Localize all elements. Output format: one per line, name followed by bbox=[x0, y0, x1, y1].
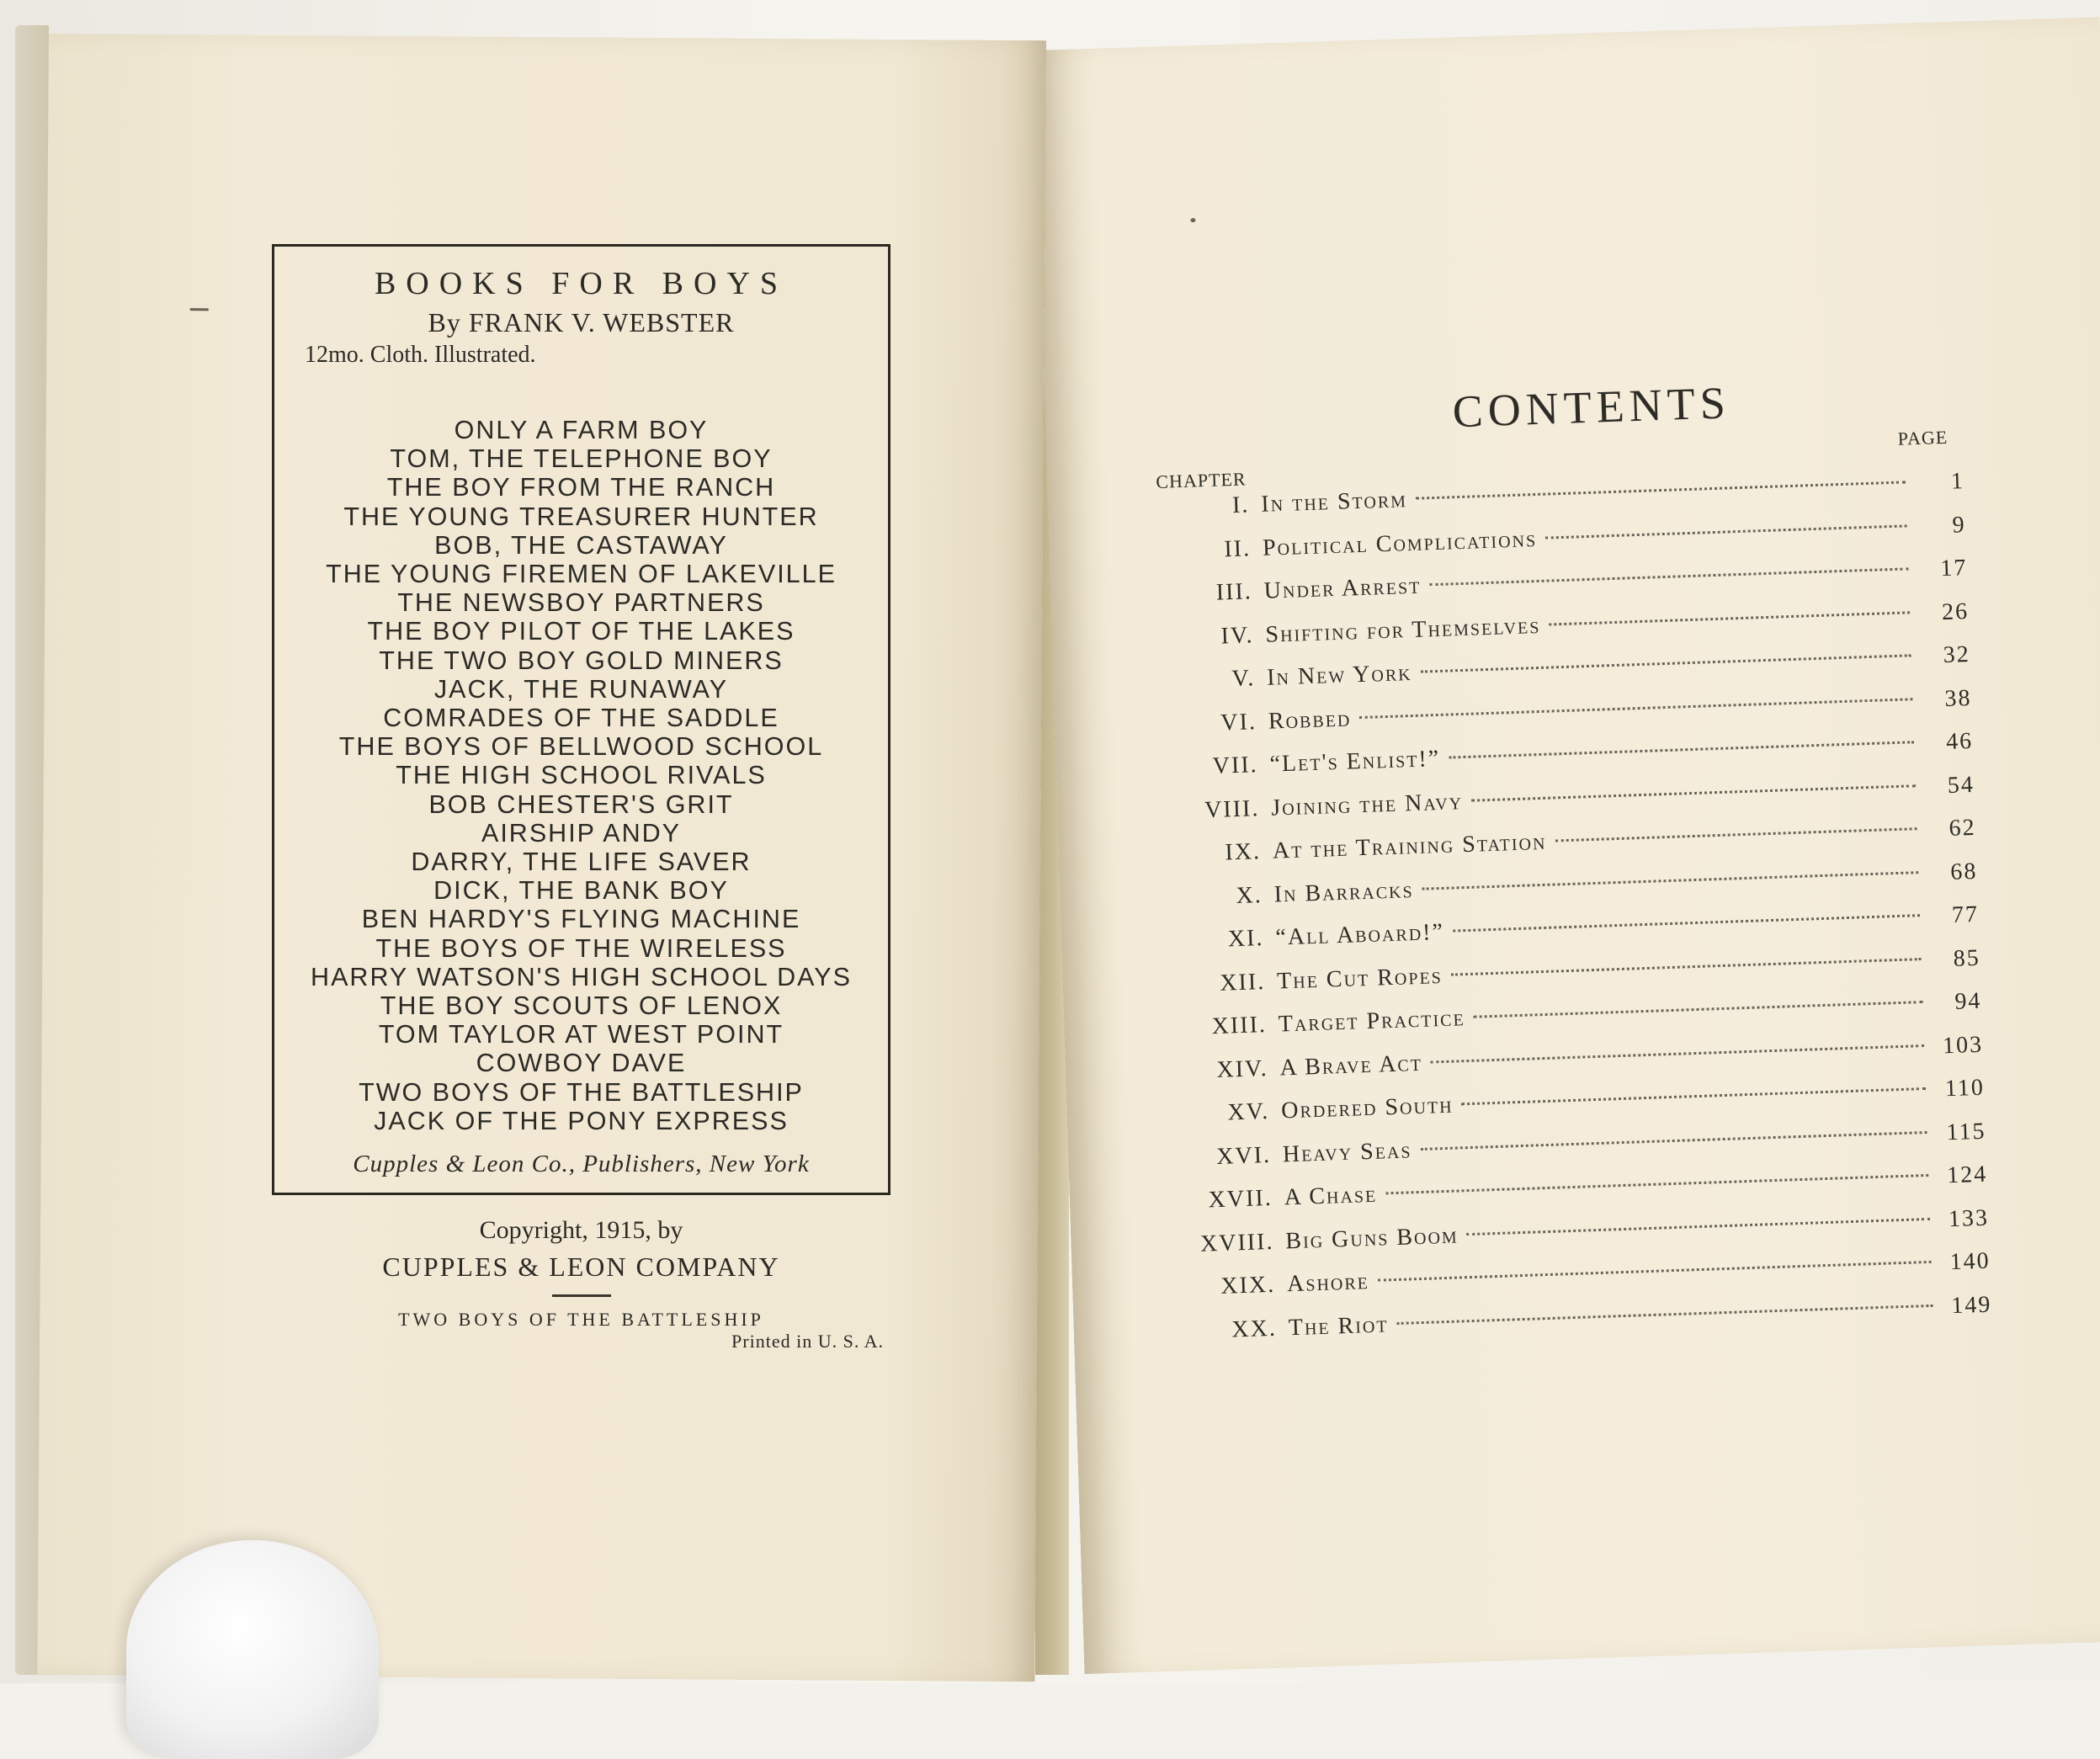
chapter-title: Ashore bbox=[1286, 1268, 1370, 1298]
chapter-number: II. bbox=[1223, 534, 1252, 562]
dot-leader bbox=[1474, 1001, 1923, 1018]
chapter-page-number: 38 bbox=[1943, 684, 1972, 712]
dot-leader bbox=[1545, 524, 1907, 539]
chapter-number: VI. bbox=[1220, 708, 1257, 736]
chapter-number: XII. bbox=[1219, 968, 1266, 996]
chapter-number: III. bbox=[1215, 578, 1253, 606]
chapter-number: IX. bbox=[1224, 838, 1262, 866]
book-title: THE HIGH SCHOOL RIVALS bbox=[396, 761, 767, 790]
book-title: THE BOYS OF THE WIRELESS bbox=[375, 933, 787, 963]
book-title: BOB, THE CASTAWAY bbox=[434, 530, 728, 560]
chapter-title: Target Practice bbox=[1278, 1005, 1466, 1038]
chapter-page-number: 140 bbox=[1949, 1247, 1991, 1276]
chapter-number: VIII. bbox=[1204, 794, 1260, 823]
copyright-holder: CUPPLES & LEON COMPANY bbox=[382, 1251, 780, 1282]
copyright-block bbox=[272, 1216, 891, 1352]
running-book-title: TWO BOYS OF THE BATTLESHIP bbox=[398, 1309, 764, 1330]
chapter-page-number: 110 bbox=[1944, 1074, 1986, 1103]
book-title: COMRADES OF THE SADDLE bbox=[383, 704, 779, 733]
chapter-title: Heavy Seas bbox=[1282, 1136, 1412, 1167]
book-title: HARRY WATSON'S HIGH SCHOOL DAYS bbox=[311, 962, 852, 991]
chapter-number: XVIII. bbox=[1199, 1228, 1274, 1257]
ad-title: BOOKS FOR BOYS bbox=[374, 266, 789, 301]
chapter-title: “Let's Enlist!” bbox=[1269, 745, 1441, 778]
white-glove-thumb bbox=[126, 1540, 379, 1759]
contents-title: CONTENTS bbox=[1451, 377, 1731, 438]
dot-leader bbox=[1429, 567, 1908, 586]
chapter-page-number: 149 bbox=[1950, 1291, 1992, 1319]
chapter-list bbox=[1156, 468, 1993, 1361]
book-title: THE BOY PILOT OF THE LAKES bbox=[367, 617, 795, 646]
chapter-title: Under Arrest bbox=[1263, 572, 1422, 604]
chapter-title: In New York bbox=[1266, 659, 1413, 691]
dot-leader bbox=[1451, 958, 1922, 976]
chapter-page-number: 94 bbox=[1954, 987, 1982, 1015]
dot-leader bbox=[1467, 1217, 1930, 1235]
chapter-title: A Brave Act bbox=[1279, 1050, 1423, 1081]
copyright-line: Copyright, 1915, by bbox=[479, 1216, 683, 1244]
chapter-page-number: 124 bbox=[1946, 1161, 1988, 1189]
chapter-number: XIX. bbox=[1220, 1271, 1276, 1299]
chapter-title: In the Storm bbox=[1260, 486, 1408, 518]
printed-in-usa: Printed in U. S. A. bbox=[731, 1331, 884, 1352]
book-title: DICK, THE BANK BOY bbox=[433, 876, 729, 906]
ad-author: By FRANK V. WEBSTER bbox=[428, 307, 735, 337]
dot-leader bbox=[1549, 611, 1910, 625]
book-title: BOB CHESTER'S GRIT bbox=[428, 789, 734, 819]
chapter-number: XV. bbox=[1226, 1097, 1270, 1126]
dot-leader bbox=[1453, 914, 1920, 932]
chapter-title: Shifting for Themselves bbox=[1264, 612, 1541, 648]
page-speck bbox=[190, 308, 209, 311]
page-column-heading: PAGE bbox=[1897, 426, 1948, 449]
chapter-title: The Riot bbox=[1288, 1310, 1390, 1341]
chapter-page-number: 9 bbox=[1952, 511, 1967, 539]
dot-leader bbox=[1471, 784, 1916, 802]
book-title: THE YOUNG TREASURER HUNTER bbox=[343, 502, 819, 531]
table-of-contents bbox=[1153, 369, 1993, 1361]
chapter-column-heading: CHAPTER bbox=[1155, 468, 1247, 492]
book-title: THE BOY FROM THE RANCH bbox=[386, 473, 776, 502]
chapter-title: At the Training Station bbox=[1272, 828, 1547, 864]
chapter-page-number: 62 bbox=[1948, 814, 1977, 842]
dot-leader bbox=[1416, 481, 1906, 499]
chapter-page-number: 115 bbox=[1946, 1118, 1987, 1145]
chapter-page-number: 26 bbox=[1941, 598, 1970, 625]
chapter-title: “All Aboard!” bbox=[1274, 918, 1445, 951]
chapter-page-number: 32 bbox=[1943, 640, 1971, 669]
chapter-number: IV. bbox=[1220, 621, 1255, 649]
chapter-page-number: 68 bbox=[1949, 858, 1978, 885]
chapter-page-number: 46 bbox=[1945, 727, 1974, 755]
dot-leader bbox=[1422, 871, 1918, 890]
chapter-title: The Cut Ropes bbox=[1276, 962, 1443, 994]
dot-leader bbox=[1421, 654, 1911, 672]
chapter-page-number: 17 bbox=[1939, 555, 1968, 582]
chapter-number: XIII. bbox=[1211, 1011, 1268, 1040]
book-title: AIRSHIP ANDY bbox=[481, 818, 681, 848]
chapter-number: XVII. bbox=[1208, 1184, 1273, 1214]
chapter-page-number: 1 bbox=[1950, 468, 1965, 495]
chapter-title: Big Guns Boom bbox=[1284, 1222, 1459, 1254]
book-title: THE TWO BOY GOLD MINERS bbox=[379, 646, 784, 675]
chapter-page-number: 133 bbox=[1948, 1204, 1990, 1232]
chapter-title: Political Complications bbox=[1262, 525, 1538, 561]
dot-leader bbox=[1431, 1044, 1924, 1063]
divider-rule bbox=[552, 1294, 611, 1297]
book-title: ONLY A FARM BOY bbox=[454, 416, 709, 444]
chapter-title: A Chase bbox=[1284, 1181, 1378, 1211]
dot-leader bbox=[1449, 741, 1914, 758]
book-title: BEN HARDY'S FLYING MACHINE bbox=[361, 905, 801, 934]
chapter-title: Robbed bbox=[1268, 704, 1352, 735]
ad-publisher: Cupples & Leon Co., Publishers, New York bbox=[353, 1151, 810, 1178]
book-title: THE BOYS OF BELLWOOD SCHOOL bbox=[338, 732, 824, 762]
book-title: TOM, THE TELEPHONE BOY bbox=[390, 444, 773, 474]
chapter-number: X. bbox=[1236, 881, 1263, 909]
chapter-title: Ordered South bbox=[1280, 1092, 1454, 1124]
book-title: COWBOY DAVE bbox=[476, 1049, 687, 1078]
chapter-number: I. bbox=[1231, 492, 1250, 518]
chapter-number: V. bbox=[1231, 665, 1256, 693]
chapter-title: In Barracks bbox=[1273, 876, 1415, 908]
chapter-page-number: 103 bbox=[1942, 1031, 1984, 1059]
chapter-number: XX. bbox=[1231, 1315, 1278, 1343]
book-title-list bbox=[274, 416, 888, 1135]
dot-leader bbox=[1461, 1087, 1925, 1105]
chapter-page-number: 54 bbox=[1947, 771, 1975, 799]
chapter-number: VII. bbox=[1212, 752, 1259, 779]
chapter-number: XI. bbox=[1227, 925, 1264, 953]
book-title: THE NEWSBOY PARTNERS bbox=[397, 588, 765, 618]
dot-leader bbox=[1420, 1130, 1927, 1150]
chapter-title: Joining the Navy bbox=[1270, 788, 1464, 821]
page-speck bbox=[1190, 218, 1195, 222]
dot-leader bbox=[1555, 827, 1917, 842]
chapter-page-number: 85 bbox=[1953, 944, 1981, 972]
book-title: THE BOY SCOUTS OF LENOX bbox=[380, 991, 783, 1021]
book-title: TOM TAYLOR AT WEST POINT bbox=[378, 1020, 784, 1050]
ad-format: 12mo. Cloth. Illustrated. bbox=[305, 342, 536, 368]
chapter-number: XIV. bbox=[1215, 1055, 1269, 1083]
book-title: JACK OF THE PONY EXPRESS bbox=[374, 1106, 789, 1135]
books-for-boys-advertisement bbox=[272, 244, 891, 1195]
book-title: DARRY, THE LIFE SAVER bbox=[411, 848, 752, 877]
book-title: JACK, THE RUNAWAY bbox=[433, 674, 729, 704]
book-title: THE YOUNG FIREMEN OF LAKEVILLE bbox=[326, 560, 837, 589]
book-title: TWO BOYS OF THE BATTLESHIP bbox=[359, 1077, 804, 1107]
chapter-number: XVI. bbox=[1215, 1141, 1272, 1170]
chapter-page-number: 77 bbox=[1951, 901, 1980, 928]
